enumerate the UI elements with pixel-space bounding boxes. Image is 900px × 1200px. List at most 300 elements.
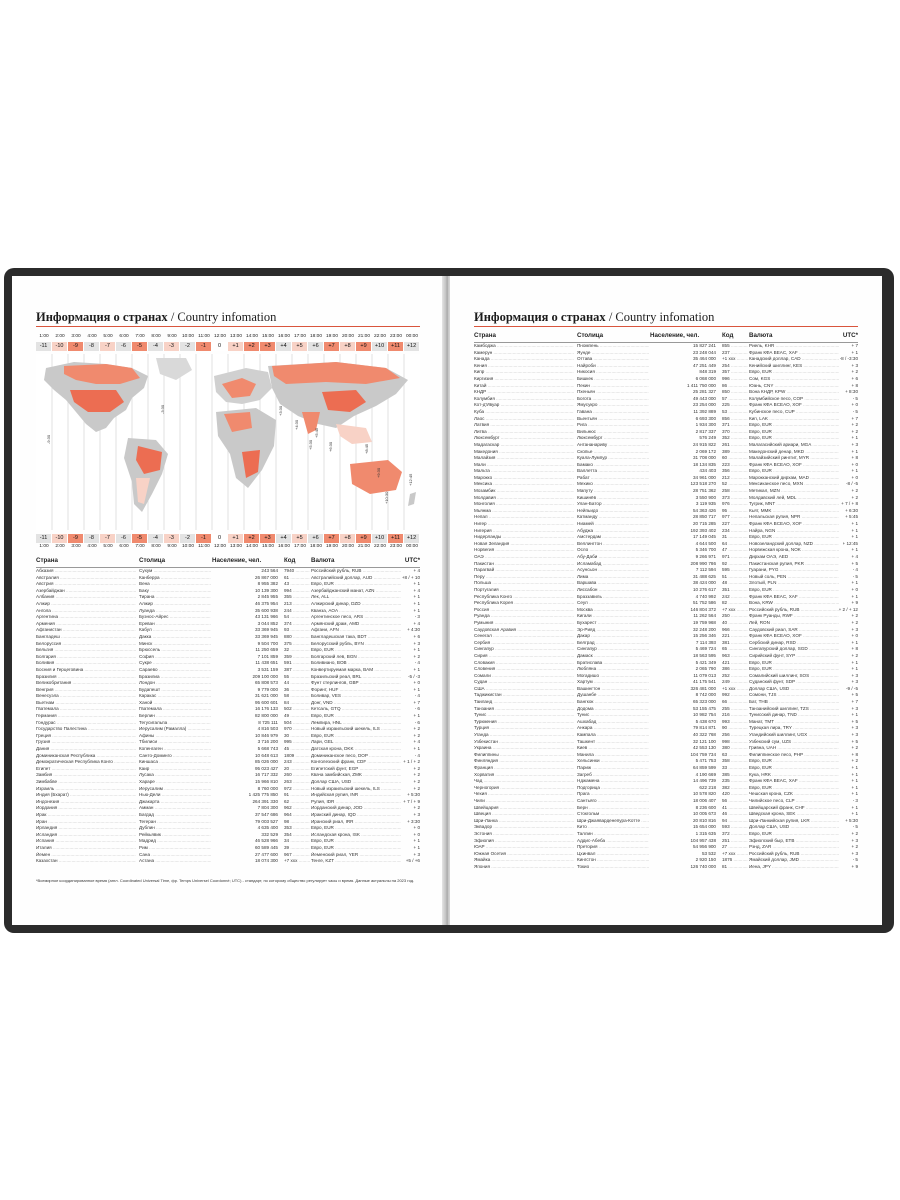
capital-cell: Претория ..... (577, 844, 649, 851)
hour-label: 22:00 (373, 544, 386, 549)
table-row (474, 613, 858, 620)
code-cell: 387 ..... (284, 667, 310, 674)
country-cell: Мьянма ..... (474, 508, 574, 515)
population-cell: 3 550 900 (695, 494, 716, 500)
population-cell: 5 668 743 (257, 746, 278, 752)
population-cell: 10 846 979 (255, 732, 278, 738)
currency-cell: Российский рубль, RUB ..... (311, 568, 401, 575)
country-cell: Турция ..... (474, 725, 574, 732)
population-cell: 1 411 750 000 (686, 382, 716, 388)
population-cell: 15 654 000 (693, 824, 716, 830)
capital-cell: Кигали ..... (577, 613, 649, 620)
currency-cell: Франк КФА BEAC, XAF ..... (749, 594, 839, 601)
code-cell: 244 ..... (284, 608, 310, 615)
table-row (474, 627, 858, 634)
population-cell: 28 751 362 (693, 488, 716, 494)
code-cell: 47 ..... (722, 547, 748, 554)
hour-label: 5:00 (103, 544, 113, 549)
utc-cell: -8 / -5 (846, 481, 858, 487)
country-cell: Йемен ..... (36, 852, 136, 859)
capital-cell: Киншаса ..... (139, 759, 211, 766)
utc-cell: + 1 (413, 600, 420, 606)
utc-cell: + 3 (413, 851, 420, 857)
table-row (36, 746, 420, 753)
country-cell: Финляндия ..... (474, 758, 574, 765)
code-cell: 357 ..... (722, 369, 748, 376)
capital-cell: Сеул ..... (577, 600, 649, 607)
capital-cell: Дакар ..... (577, 633, 649, 640)
capital-cell: Могадишо ..... (577, 673, 649, 680)
table-row (36, 739, 420, 746)
hour-scale-top (36, 334, 420, 342)
code-cell: 225 ..... (722, 402, 748, 409)
country-cell: Германия ..... (36, 713, 136, 720)
map-offset-label: +8:45 (364, 443, 369, 454)
currency-cell: Конвертируемая марка, BAM ..... (311, 667, 401, 674)
table-row (474, 580, 858, 587)
population-cell: 11 250 659 (255, 647, 278, 653)
currency-cell: Евро, EUR ..... (749, 534, 839, 541)
utc-cell: + 2 (851, 619, 858, 625)
currency-cell: Иранский риал, IRR ..... (311, 819, 401, 826)
header-population: Население, чел. (650, 332, 700, 339)
code-cell: +1 ххх ..... (722, 356, 748, 363)
table-row (474, 745, 858, 752)
utc-cell: + 0 (851, 633, 858, 639)
population-cell: 18 006 407 (693, 797, 716, 803)
country-cell: Южная Осетия ..... (474, 851, 574, 858)
capital-cell: Багдад ..... (139, 812, 211, 819)
code-cell: 964 ..... (284, 812, 310, 819)
utc-zone-cell: -7 (100, 342, 116, 351)
currency-cell: Азербайджанский манат, AZN ..... (311, 588, 401, 595)
code-cell: 374 ..... (284, 621, 310, 628)
utc-cell: + 1 (413, 686, 420, 692)
population-cell: 8 760 000 (257, 785, 278, 791)
capital-cell: Сантьяго ..... (577, 798, 649, 805)
population-cell: 1 934 300 (695, 422, 716, 428)
utc-cell: +5 / +6 (405, 858, 420, 864)
utc-cell: + 1 (851, 666, 858, 672)
utc-cell: - 5 (852, 408, 858, 414)
currency-cell: Евро, EUR ..... (311, 845, 401, 852)
utc-cell: + 2 (851, 613, 858, 619)
currency-cell: Риель, KHR ..... (749, 343, 839, 350)
country-cell: Швеция ..... (474, 811, 574, 818)
country-cell: Киргизия ..... (474, 376, 574, 383)
utc-cell: + 1 (413, 607, 420, 613)
country-cell: Великобритания ..... (36, 680, 136, 687)
country-cell: Куба ..... (474, 409, 574, 416)
currency-cell: Лемпира, HNL ..... (311, 720, 401, 727)
country-cell: Сербия ..... (474, 640, 574, 647)
code-cell: 60 ..... (722, 455, 748, 462)
utc-cell: + 1 (851, 804, 858, 810)
utc-cell: + 1 (413, 838, 420, 844)
table-row (474, 429, 858, 436)
table-row (36, 627, 420, 634)
utc-cell: + 3 (851, 626, 858, 632)
capital-cell: Хельсинки ..... (577, 758, 649, 765)
capital-cell: Люксембург ..... (577, 435, 649, 442)
table-row (474, 389, 858, 396)
utc-cell: + 1 (413, 594, 420, 600)
currency-cell: Мексиканское песо, MXN ..... (749, 481, 839, 488)
code-cell: +7 ххх ..... (722, 851, 748, 858)
currency-cell: Бангладешская така, BDT ..... (311, 634, 401, 641)
map-offset-label: -9:30 (46, 434, 51, 444)
population-cell: 2 920 150 (695, 857, 716, 863)
population-cell: 7 101 859 (257, 653, 278, 659)
population-cell: 10 005 673 (693, 811, 716, 817)
utc-cell: + 2 (851, 369, 858, 375)
table-row (36, 792, 420, 799)
hour-label: 14:00 (245, 334, 258, 339)
utc-cell: + 8 (851, 646, 858, 652)
utc-cell: + 1 (851, 580, 858, 586)
capital-cell: Лондон ..... (139, 680, 211, 687)
utc-cell: + 1 (851, 593, 858, 599)
table-row (474, 732, 858, 739)
currency-cell: Египетский фунт, EGP ..... (311, 766, 401, 773)
utc-cell: + 2 (413, 732, 420, 738)
footnote: *Всемирное координированное время (англ. Coordinated Universal Time, фр. Temps Universel Coordonné; UTC) - стандарт, по которому общество регулирует часы и время. Данные актуальны на 2023 год. (36, 878, 415, 883)
currency-cell: Кука, HRK ..... (749, 772, 839, 779)
table-row (36, 819, 420, 826)
country-cell: Франция ..... (474, 765, 574, 772)
code-cell: +7 ххх ..... (722, 607, 748, 614)
country-cell: Зимбабве ..... (36, 779, 136, 786)
population-cell: 28 850 717 (693, 514, 716, 520)
capital-cell: Абу-Даби ..... (577, 554, 649, 561)
table-row (474, 620, 858, 627)
code-cell: 32 ..... (284, 647, 310, 654)
map-offset-label: +5:45 (314, 427, 319, 438)
country-cell: Албания ..... (36, 594, 136, 601)
population-cell: 8 955 382 (257, 581, 278, 587)
country-cell: Уганда ..... (474, 732, 574, 739)
utc-cell: + 8 (851, 751, 858, 757)
capital-cell: Бамако ..... (577, 462, 649, 469)
table-row (474, 534, 858, 541)
currency-cell: Евро, EUR ..... (749, 587, 839, 594)
table-row (474, 857, 858, 864)
country-cell: Абхазия ..... (36, 568, 136, 575)
country-cell: Лаос ..... (474, 416, 574, 423)
country-cell: Туркмения ..... (474, 719, 574, 726)
population-cell: 4 816 503 (257, 726, 278, 732)
code-cell: 261 ..... (722, 442, 748, 449)
capital-cell: Рим ..... (139, 845, 211, 852)
country-cell: Россия ..... (474, 607, 574, 614)
currency-cell: Ямайский доллар, JMD ..... (749, 857, 839, 864)
utc-zone-cell: -2 (180, 534, 196, 543)
table-row (36, 845, 420, 852)
code-cell: 356 ..... (722, 468, 748, 475)
capital-cell: Пномпень ..... (577, 343, 649, 350)
utc-cell: + 3 (851, 837, 858, 843)
hour-label: 00:00 (405, 544, 418, 549)
population-cell: 53 155 475 (693, 705, 716, 711)
population-cell: 65 808 573 (255, 680, 278, 686)
utc-cell: - 5 (852, 573, 858, 579)
code-cell: 260 ..... (284, 772, 310, 779)
utc-cell: - 4 (414, 752, 420, 758)
population-cell: 32 248 200 (693, 626, 716, 632)
utc-cell: + 2 (413, 779, 420, 784)
table-row (474, 587, 858, 594)
table-row (474, 376, 858, 383)
population-cell: 15 827 241 (693, 343, 716, 348)
country-cell: Сирия ..... (474, 653, 574, 660)
utc-cell: + 4 (413, 620, 420, 626)
currency-cell: Рэнд, ZAR ..... (749, 844, 839, 851)
utc-cell: + 1 (851, 771, 858, 777)
utc-cell: + 1 (851, 765, 858, 770)
currency-cell: Евро, EUR ..... (311, 581, 401, 588)
population-cell: 18 563 595 (693, 652, 716, 658)
table-row (36, 825, 420, 832)
utc-cell: + 0 (851, 474, 858, 480)
table-row (474, 369, 858, 376)
table-row (474, 383, 858, 390)
table-row (474, 449, 858, 456)
utc-zone-cell: -4 (148, 342, 164, 351)
country-cell: Португалия ..... (474, 587, 574, 594)
utc-zone-cell: +6 (308, 534, 324, 543)
table-row (36, 588, 420, 595)
utc-cell: + 3 (413, 640, 420, 646)
currency-cell: Квача замбийская, ZMK ..... (311, 772, 401, 779)
capital-cell: Шри-Джаяварденепура-Котте ..... (577, 818, 649, 825)
currency-cell: Боливиано, BOB ..... (311, 660, 401, 667)
capital-cell: Бангкок ..... (577, 699, 649, 706)
header-utc: UTC* (842, 332, 858, 339)
capital-cell: Иерусалим (Рамалла) ..... (139, 726, 211, 733)
hour-label: 6:00 (119, 544, 129, 549)
country-cell: Монголия ..... (474, 501, 574, 508)
table-row (474, 712, 858, 719)
utc-cell: + 4 (413, 587, 420, 593)
currency-cell: Австралийский доллар, AUD ..... (311, 575, 401, 582)
population-cell: 622 218 (699, 784, 716, 790)
population-cell: 1 315 635 (695, 830, 716, 836)
hour-label: 9:00 (167, 544, 177, 549)
currency-cell: Кванза, AOA ..... (311, 608, 401, 615)
header-code: Код (284, 557, 296, 564)
utc-zone-cell: -3 (164, 534, 180, 543)
currency-cell: Евро, EUR ..... (749, 660, 839, 667)
population-cell: 576 249 (699, 435, 716, 441)
currency-cell: Донг, VND ..... (311, 700, 401, 707)
currency-cell: Македонский денар, MKD ..... (749, 449, 839, 456)
table-row (36, 647, 420, 654)
population-cell: 27 477 600 (255, 851, 278, 857)
country-cell: Таиланд ..... (474, 699, 574, 706)
code-cell: 359 ..... (284, 654, 310, 661)
utc-zone-cell: +9 (356, 342, 372, 351)
population-cell: 7 804 300 (257, 805, 278, 811)
utc-cell: + 1 (851, 435, 858, 441)
table-row (474, 607, 858, 614)
utc-cell: + 1 (413, 666, 420, 672)
capital-cell: Вьентьян ..... (577, 416, 649, 423)
code-cell: 381 ..... (722, 640, 748, 647)
code-cell: 352 ..... (722, 435, 748, 442)
capital-cell: Исламабад ..... (577, 561, 649, 568)
capital-cell: Пекин ..... (577, 383, 649, 390)
capital-cell: Амман ..... (139, 805, 211, 812)
currency-cell: Манат, TMT ..... (749, 719, 839, 726)
code-cell: 52 ..... (722, 481, 748, 488)
population-cell: 4 740 992 (695, 593, 716, 599)
hour-label: 9:00 (167, 334, 177, 339)
population-cell: 5 421 349 (695, 659, 716, 665)
country-cell: Ирландия ..... (36, 825, 136, 832)
code-cell: 421 ..... (722, 660, 748, 667)
table-row (474, 844, 858, 851)
hour-label: 23:00 (389, 334, 402, 339)
country-cell: Украина ..... (474, 745, 574, 752)
currency-cell: Евро, EUR ..... (749, 765, 839, 772)
utc-offset-strip-top (36, 342, 420, 351)
hour-label: 18:00 (309, 334, 322, 339)
table-header (474, 332, 858, 343)
population-cell: 16 717 332 (255, 772, 278, 778)
country-cell: Государство Палестина ..... (36, 726, 136, 733)
code-cell: 382 ..... (722, 785, 748, 792)
utc-cell: + 3 (851, 441, 858, 447)
code-cell: 30 ..... (284, 733, 310, 740)
country-cell: Чили ..... (474, 798, 574, 805)
currency-cell: Кетсаль, GTQ ..... (311, 706, 401, 713)
country-cell: Афганистан ..... (36, 627, 136, 634)
utc-cell: + 2 (851, 758, 858, 764)
population-cell: 5 346 700 (695, 547, 716, 553)
hour-label: 00:00 (405, 334, 418, 339)
currency-cell: Чешская крона, CZK ..... (749, 791, 839, 798)
population-cell: 2 817 337 (695, 428, 716, 434)
capital-cell: Яунде ..... (577, 350, 649, 357)
utc-zone-cell: +7 (324, 342, 340, 351)
population-cell: 10 982 754 (693, 712, 716, 718)
code-cell: 371 ..... (722, 422, 748, 429)
country-cell: Египет ..... (36, 766, 136, 773)
currency-cell: Евро, EUR ..... (749, 666, 839, 673)
currency-cell: Индийская рупия, INR ..... (311, 792, 401, 799)
utc-cell: + 3 (413, 811, 420, 817)
utc-zone-cell: +7 (324, 534, 340, 543)
utc-cell: + 2 (851, 652, 858, 658)
code-cell: 420 ..... (722, 791, 748, 798)
hour-label: 1:00 (39, 544, 49, 549)
header-country: Страна (474, 332, 496, 339)
capital-cell: Аддис-Абеба ..... (577, 838, 649, 845)
currency-cell: Молдавский лей, MDL ..... (749, 495, 839, 502)
utc-cell: + 1 (851, 712, 858, 718)
utc-zone-cell: +2 (244, 342, 260, 351)
code-cell: 93 ..... (284, 627, 310, 634)
utc-cell: + 1 / + 2 (403, 759, 420, 765)
capital-cell: Антананариву ..... (577, 442, 649, 449)
capital-cell: Додома ..... (577, 706, 649, 713)
utc-zone-cell: -1 (196, 342, 212, 351)
country-cell: Пакистан ..... (474, 561, 574, 568)
currency-cell: Тунисский динар, TND ..... (749, 712, 839, 719)
utc-zone-cell: +11 (388, 534, 404, 543)
country-cell: Мадагаскар ..... (474, 442, 574, 449)
capital-cell: Эр-Рияд ..... (577, 627, 649, 634)
currency-cell: Шри-Ланкийская рупия, LKR ..... (749, 818, 839, 825)
code-cell: 880 ..... (284, 634, 310, 641)
utc-zone-cell: -8 (84, 534, 100, 543)
capital-cell: Пхеньян ..... (577, 389, 649, 396)
table-row (474, 666, 858, 673)
currency-cell: Иена, JPY ..... (749, 864, 839, 871)
utc-zone-cell: -11 (36, 534, 52, 543)
table-row (474, 811, 858, 818)
table-row (36, 594, 420, 601)
title-underline (36, 326, 420, 327)
utc-zone-cell: -10 (52, 342, 68, 351)
utc-cell: + 7 (413, 699, 420, 705)
utc-cell: + 1 (851, 527, 858, 533)
table-row (474, 805, 858, 812)
table-row (474, 422, 858, 429)
table-header (36, 557, 420, 568)
capital-cell: Никосия ..... (577, 369, 649, 376)
currency-cell: Швейцарский франк, CHF ..... (749, 805, 839, 812)
hour-label: 17:00 (293, 334, 306, 339)
population-cell: 848 319 (699, 369, 716, 375)
utc-zone-cell: +9 (356, 534, 372, 543)
utc-cell: + 1 (851, 639, 858, 645)
hour-scale-bottom (36, 544, 420, 552)
country-cell: Колумбия ..... (474, 396, 574, 403)
country-cell: Израиль ..... (36, 786, 136, 793)
code-cell: 95 ..... (722, 508, 748, 515)
utc-zone-cell: +8 (340, 342, 356, 351)
table-row (474, 356, 858, 363)
country-cell: Босния и Герцеговина ..... (36, 667, 136, 674)
utc-zone-cell: +4 (276, 534, 292, 543)
table-row (474, 831, 858, 838)
country-cell: Камбоджа ..... (474, 343, 574, 350)
population-cell: 11 392 889 (693, 408, 716, 414)
population-cell: 11 079 013 (693, 672, 716, 678)
code-cell: 370 ..... (722, 429, 748, 436)
population-cell: 33 369 945 (255, 633, 278, 639)
map-offset-label: +12:45 (408, 473, 413, 486)
country-cell: Бангладеш ..... (36, 634, 136, 641)
right-page (450, 276, 882, 925)
country-cell: Япония ..... (474, 864, 574, 871)
currency-cell: Пакистанская рупия, PKR ..... (749, 561, 839, 568)
table-row (474, 488, 858, 495)
capital-cell: Улан-Батор ..... (577, 501, 649, 508)
utc-zone-cell: 0 (212, 342, 228, 351)
code-cell: 967 ..... (284, 852, 310, 859)
capital-cell: Ашхабад ..... (577, 719, 649, 726)
utc-zone-cell: +11 (388, 342, 404, 351)
country-cell: Индонезия ..... (36, 799, 136, 806)
capital-cell: Ереван ..... (139, 621, 211, 628)
population-cell: 41 175 541 (693, 679, 716, 685)
country-table-left (36, 557, 420, 865)
utc-cell: - 5 (852, 395, 858, 401)
code-cell: 995 ..... (284, 739, 310, 746)
left-page (12, 276, 444, 925)
